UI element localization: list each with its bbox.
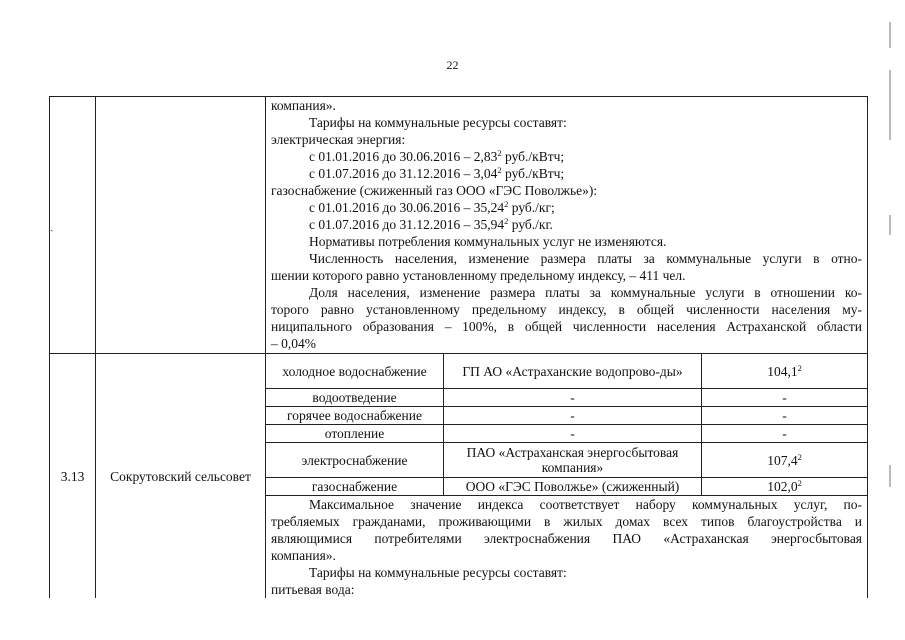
service-index: 102,0$^2$ [702,478,868,496]
service-name: водоотведение [266,389,444,407]
service-name: холодное водоснабжение [266,354,444,389]
tariff-line: с 01.07.2016 до 31.12.2016 – 3,04$^2$ руб./кВтч; [309,165,565,181]
service-organization: - [444,407,702,425]
cell-description-lower [266,496,868,599]
service-index: - [702,389,868,407]
page-number: 22 [446,58,459,72]
tariff-line: с 01.01.2016 до 30.06.2016 – 35,24$^2$ руб./кг; [309,199,555,215]
margin-mark [889,70,891,140]
service-index: 104,1$^2$ [702,354,868,389]
service-organization: ООО «ГЭС Поволжье» (сжиженный) [444,478,702,496]
cell-description-upper [266,97,868,354]
scan-mark: ˎ [50,220,54,232]
text-line: питьевая вода: [271,582,355,597]
text-line: требляемых гражданами, проживающими в жилых домах всех типов благоустройства и [271,514,863,529]
service-index: - [702,425,868,443]
text-line: торого равно установленному предельному индексу, в общей численности населения му- [271,302,863,317]
text-line: – 0,04% [271,336,316,351]
text-line: ниципального образования – 100%, в общей численности населения Астраханской области [271,319,863,334]
margin-mark [889,22,891,48]
row-number: 3.13 [50,354,96,599]
text-line: шении которого равно установленному предельному индексу, – 411 чел. [271,268,686,283]
service-index: - [702,407,868,425]
table-row-services [50,354,868,389]
table-row-continuation [50,97,868,354]
text-line: компания». [271,548,336,563]
service-organization: ГП АО «Астраханские водопрово-ды» [444,354,702,389]
text-line: Максимальное значение индекса соответствует набору коммунальных услуг, по- [309,497,863,512]
text-line: Доля населения, изменение размера платы за коммунальные услуги в отношении ко- [309,285,863,300]
service-name: электроснабжение [266,443,444,478]
municipality-name: Сокрутовский сельсовет [96,354,266,599]
cell-municipality-empty [50,97,266,354]
service-organization: ПАО «Астраханская энергосбытовая компания» [444,443,702,478]
text-line: Нормативы потребления коммунальных услуг не изменяются. [309,234,667,249]
text-line: Тарифы на коммунальные ресурсы составят: [309,565,567,580]
text-line: Численность населения, изменение размера платы за коммунальные услуги в отно- [309,251,863,266]
margin-mark [889,215,891,235]
service-organization: - [444,389,702,407]
text-line: компания». [271,98,336,113]
margin-mark [889,465,891,487]
tariff-line: с 01.01.2016 до 30.06.2016 – 2,83$^2$ руб./кВтч; [309,148,565,164]
cell-number-empty [50,97,96,354]
service-name: отопление [266,425,444,443]
text-line: Тарифы на коммунальные ресурсы составят: [309,115,567,130]
text-line: электрическая энергия: [271,132,406,147]
service-name: газоснабжение [266,478,444,496]
text-line: являющимися потребителями электроснабжения ПАО «Астраханская энергосбытовая [271,531,863,546]
service-index: 107,4$^2$ [702,443,868,478]
tariff-line: с 01.07.2016 до 31.12.2016 – 35,94$^2$ руб./кг. [309,216,553,232]
service-name: горячее водоснабжение [266,407,444,425]
text-line: газоснабжение (сжиженный газ ООО «ГЭС Поволжье»): [271,183,598,198]
utility-index-table [49,96,868,598]
service-organization: - [444,425,702,443]
